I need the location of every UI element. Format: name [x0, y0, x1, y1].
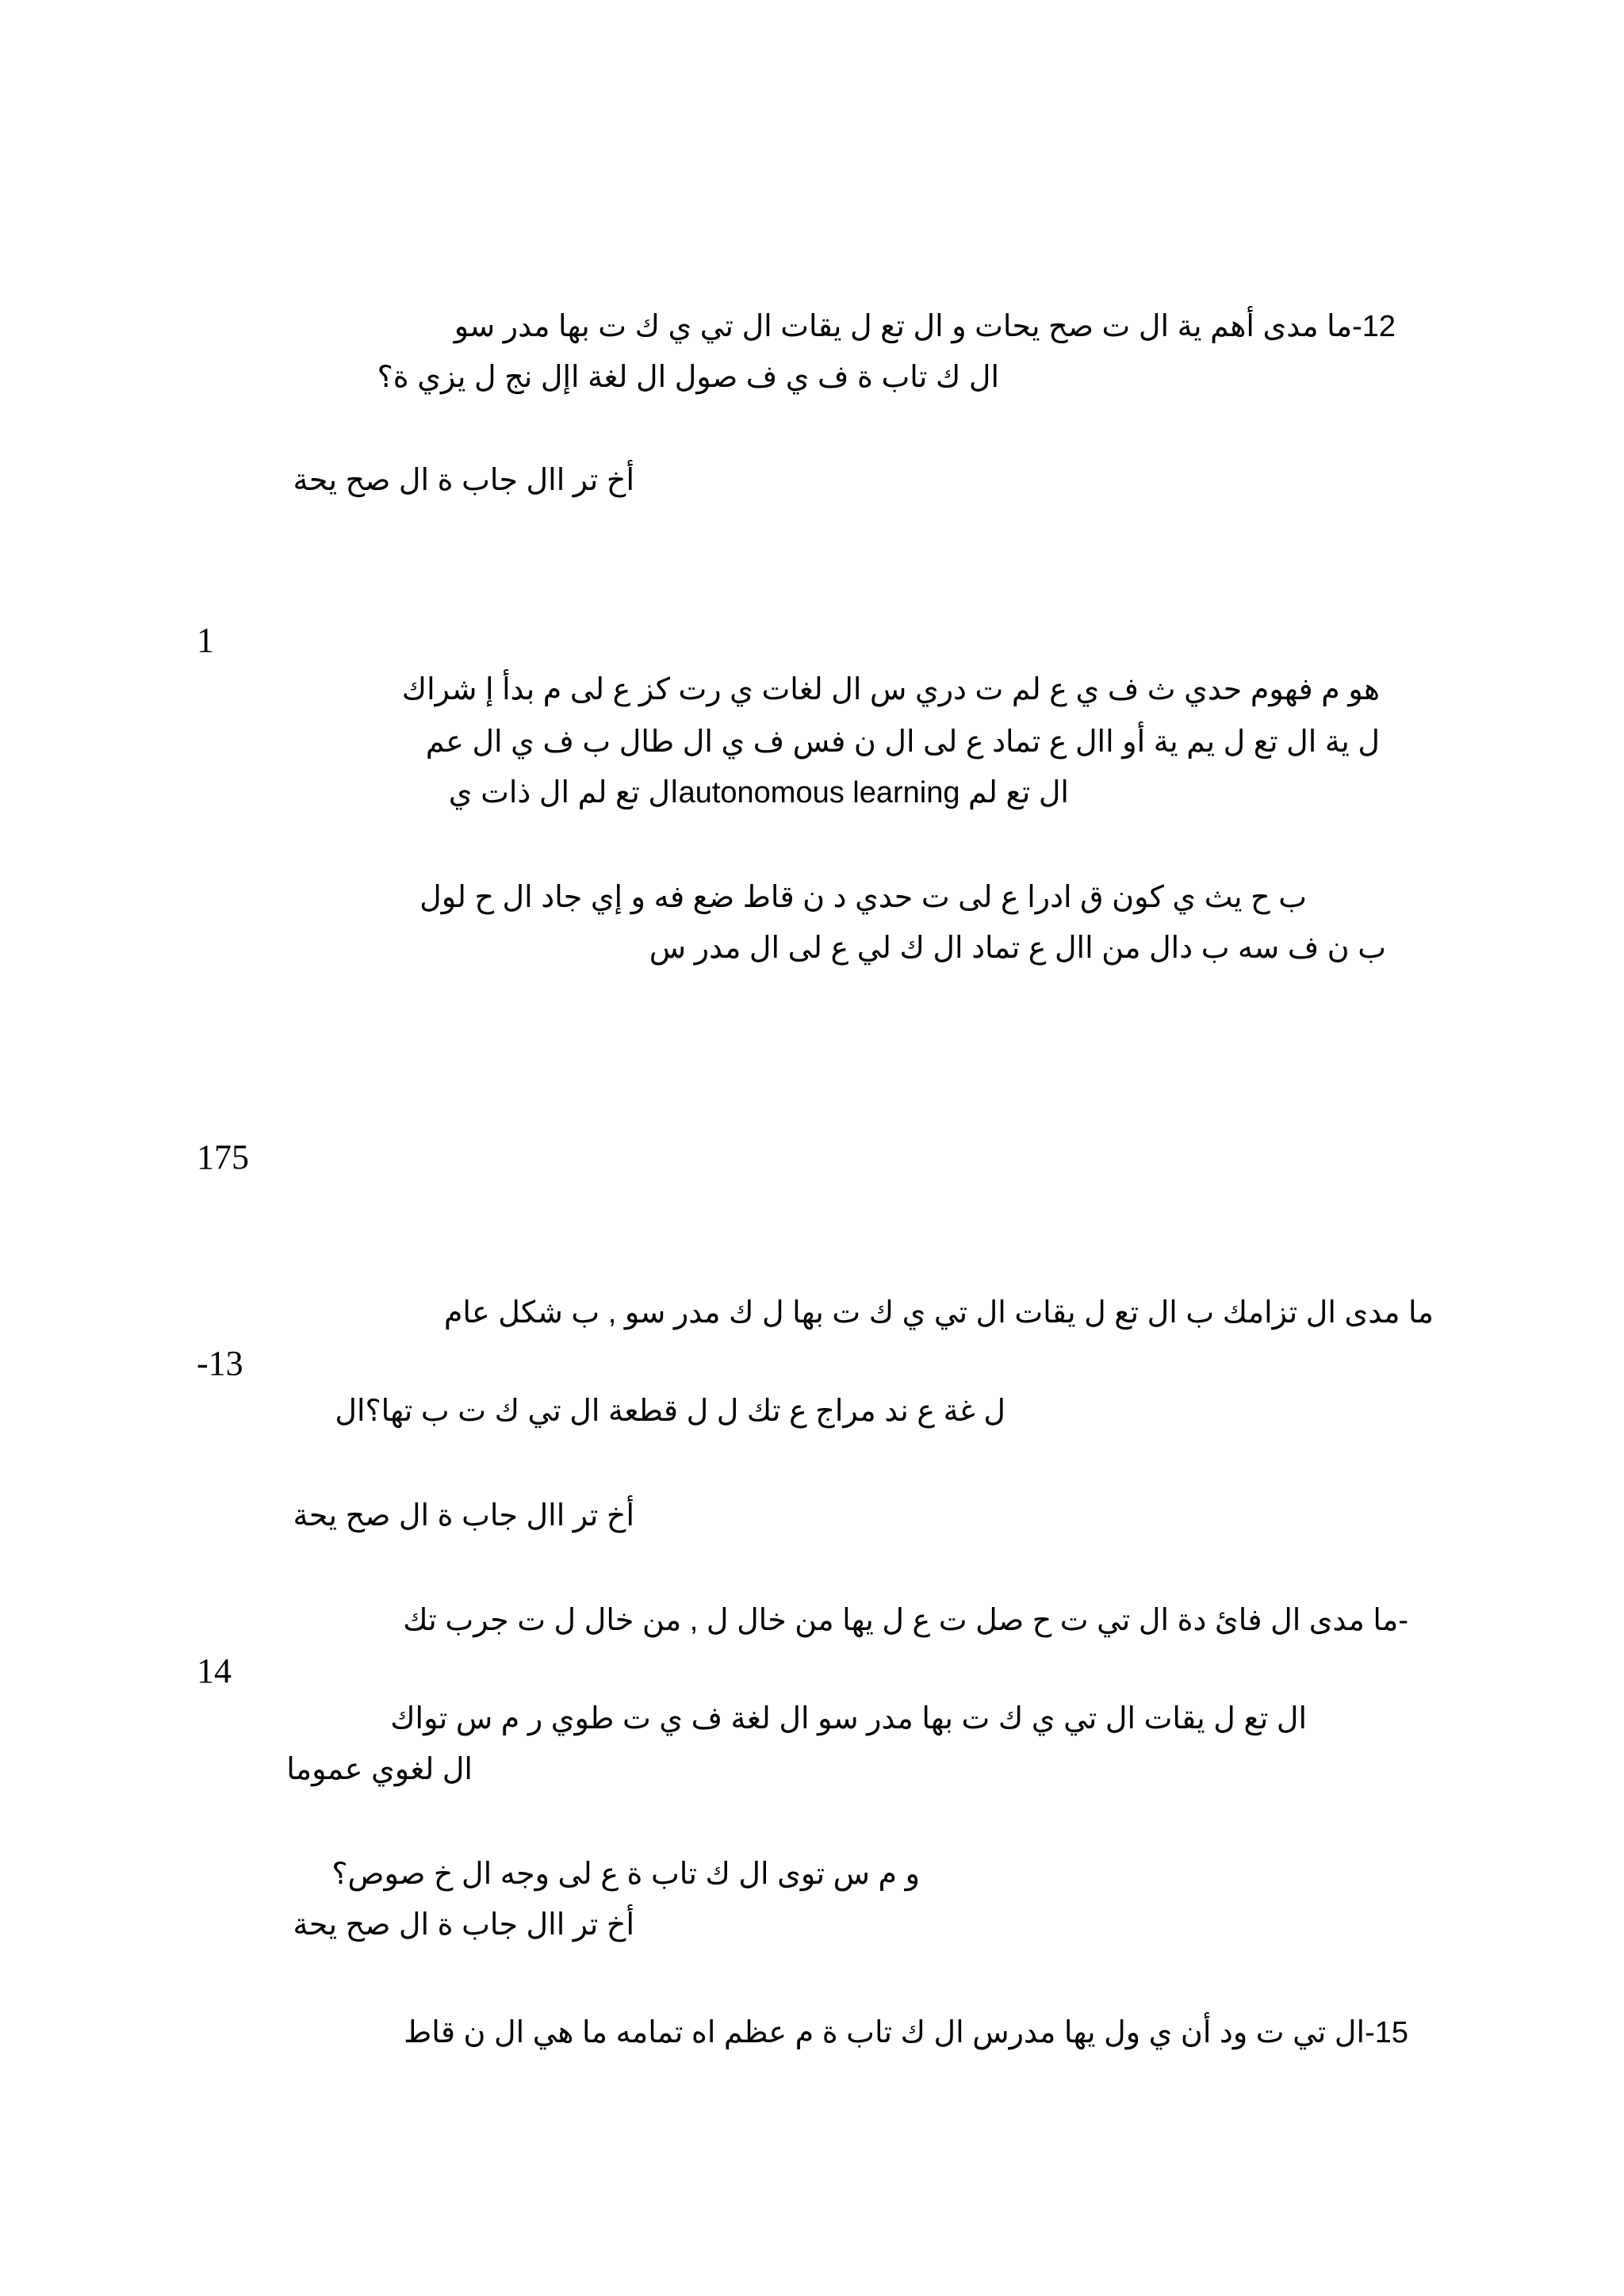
q12-line-2: ال ك تاب ة ف ي ف صول ال لغة اإل نج ل يزي ة؟	[377, 361, 999, 394]
q14-line-4: و م س توى ال ك تاب ة ع لى وجه ال خ صوص؟	[331, 1858, 920, 1891]
option-1-line-3: ال تع لم autonomous learningال تع لم ال ذات ي	[448, 776, 1069, 809]
q12-instruction: أخ تر اال جاب ة ال صح يحة	[293, 464, 634, 497]
q14-line-1: -ما مدى ال فائ دة ال تي ت ح صل ت ع ل يها من خال ل , من خال ل ت جرب تك	[403, 1604, 1408, 1637]
q14-line-2: ال تع ل يقات ال تي ي ك ت بها مدر سو ال لغة ف ي ت طوي ر م س تواك	[390, 1702, 1307, 1735]
q13-line-2: ل غة ع ند مراج ع تك ل ل قطعة ال تي ك ت ب تها؟ال	[335, 1395, 1005, 1428]
q14-line-3: ال لغوي عموما	[286, 1753, 473, 1786]
q15-line-1: 15-ال تي ت ود أن ي ول يها مدرس ال ك تاب ة م عظم اه تمامه ما هي ال ن قاط	[404, 2016, 1408, 2049]
option-1-number: 1	[197, 621, 214, 660]
option-1-line-1: هو م فهوم حدي ث ف ي ع لم ت دري س ال لغات ي رت كز ع لى م بدأ إ شراك	[401, 673, 1380, 706]
q13-line-1: ما مدى ال تزامك ب ال تع ل يقات ال تي ي ك ت بها ل ك مدر سو , ب شكل عام	[443, 1296, 1434, 1330]
option-1-line-2: ل ية ال تع ل يم ية أو اال ع تماد ع لى ال ن فس ف ي ال طال ب ف ي ال عم	[425, 725, 1380, 759]
option-1-line-4: ب ح يث ي كون ق ادرا ع لى ت حدي د ن قاط ضع فه و إي جاد ال ح لول	[419, 881, 1307, 914]
option-1-line-5: ب ن ف سه ب دال من اال ع تماد ال ك لي ع لى ال مدر س	[649, 932, 1386, 965]
q13-number: -13	[197, 1344, 243, 1383]
q13-instruction: أخ تر اال جاب ة ال صح يحة	[293, 1499, 634, 1533]
q14-number: 14	[197, 1651, 232, 1690]
q12-line-1: 12-ما مدى أهم ية ال ت صح يحات و ال تع ل يقات ال تي ي ك ت بها مدر سو	[454, 310, 1396, 343]
page-number: 175	[197, 1138, 249, 1177]
q14-instruction: أخ تر اال جاب ة ال صح يحة	[293, 1908, 634, 1942]
